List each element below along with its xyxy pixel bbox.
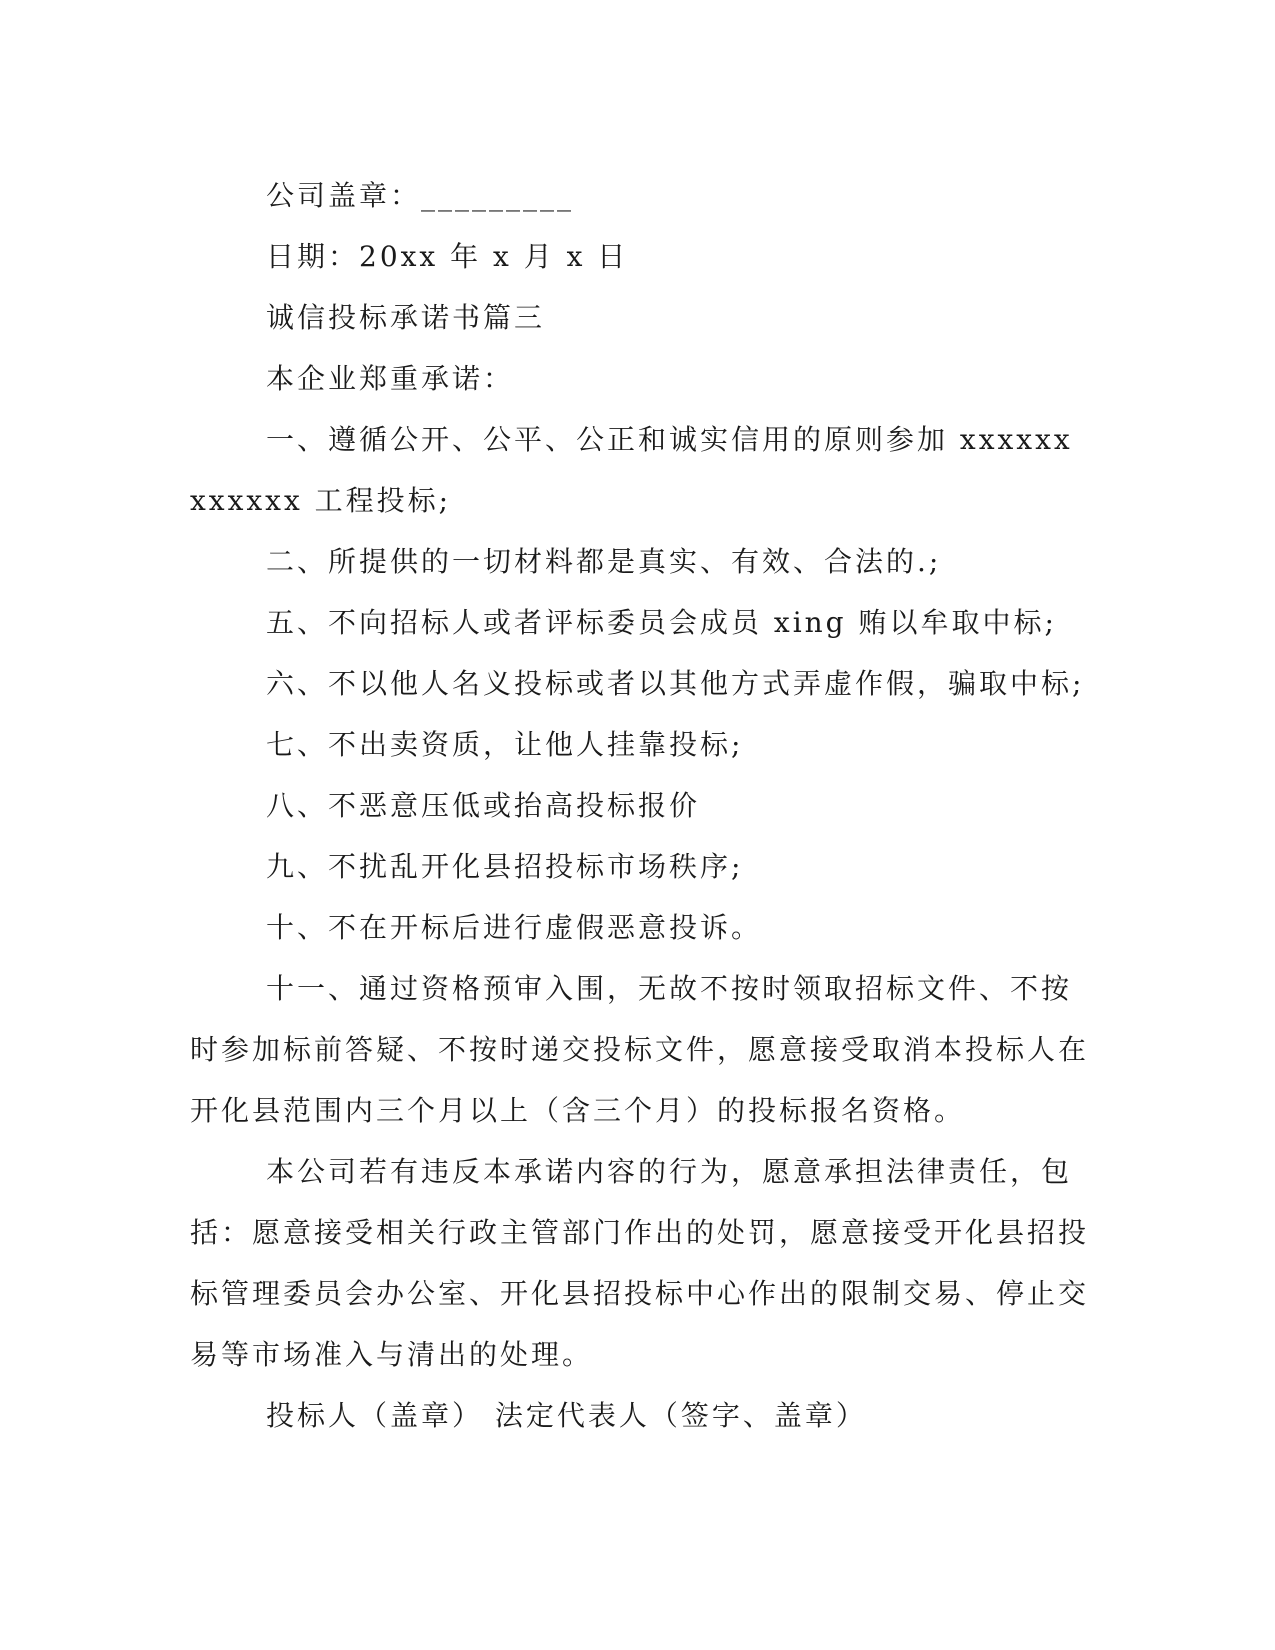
document-body: [190, 165, 1090, 1446]
liability-paragraph: 本公司若有违反本承诺内容的行为，愿意承担法律责任，包括：愿意接受相关行政主管部门作出的处罚，愿意接受开化县招投标管理委员会办公室、开化县招投标中心作出的限制交易、停止交易等市场准入与清出的处理。: [190, 1155, 1090, 1371]
company-seal-line: 公司盖章：_________: [266, 179, 575, 212]
commitment-item-11: 十一、通过资格预审入围，无故不按时领取招标文件、不按时参加标前答疑、不按时递交投标文件，愿意接受取消本投标人在开化县范围内三个月以上（含三个月）的投标报名资格。: [190, 972, 1090, 1127]
commitment-item-5: 五、不向招标人或者评标委员会成员 xing 贿以牟取中标;: [266, 606, 1057, 639]
commitment-item-9: 九、不扰乱开化县招投标市场秩序;: [266, 850, 744, 883]
commitment-item-1: 一、遵循公开、公平、公正和诚实信用的原则参加 xxxxxxxxxxxx 工程投标;: [190, 423, 1073, 517]
signature-line: 投标人（盖章） 法定代表人（签字、盖章）: [266, 1399, 867, 1432]
commitment-item-6: 六、不以他人名义投标或者以其他方式弄虚作假，骗取中标;: [266, 667, 1085, 700]
commitment-intro: 本企业郑重承诺：: [266, 362, 515, 395]
commitment-item-8: 八、不恶意压低或抬高投标报价: [266, 789, 701, 822]
date-line: 日期：20xx 年 x 月 x 日: [266, 240, 629, 273]
commitment-item-2: 二、所提供的一切材料都是真实、有效、合法的.;: [266, 545, 942, 578]
commitment-item-7: 七、不出卖资质，让他人挂靠投标;: [266, 728, 744, 761]
section-title: 诚信投标承诺书篇三: [266, 301, 546, 334]
commitment-item-10: 十、不在开标后进行虚假恶意投诉。: [266, 911, 763, 944]
